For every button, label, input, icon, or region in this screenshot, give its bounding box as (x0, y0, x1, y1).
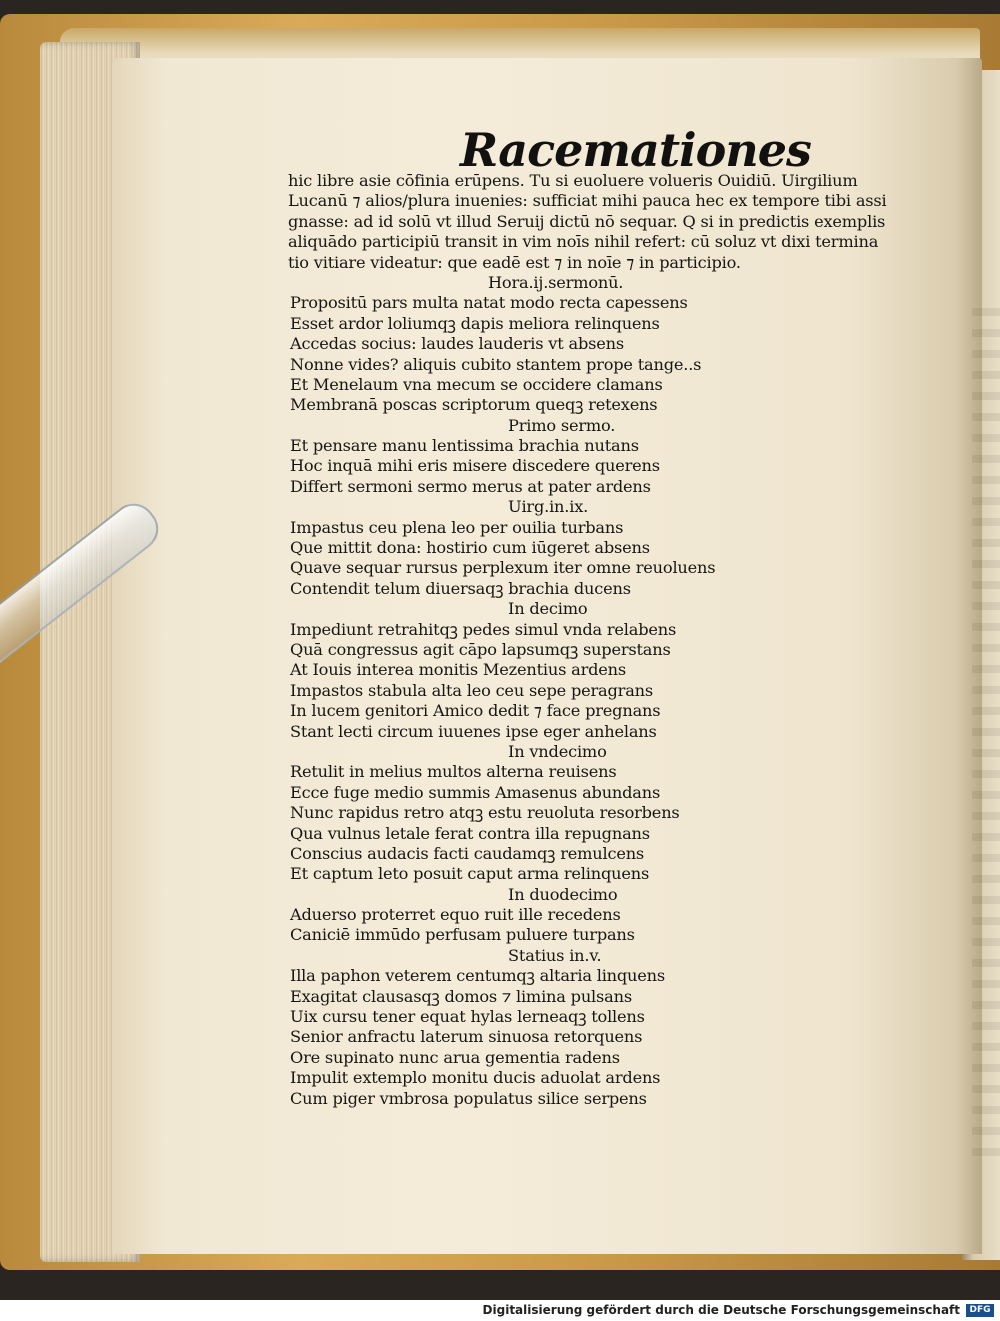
prose-line: tio vitiare videatur: que eadē est ⁊ in noīe ⁊ in participio. (288, 252, 741, 272)
verse-line: Membranā poscas scriptorum queqꝫ retexens (290, 395, 658, 415)
prose-line: Lucanū ⁊ alios/plura inuenies: sufficiat mihi pauca hec ex tempore tibi assi (288, 191, 887, 211)
dfg-logo: DFG (966, 1304, 994, 1317)
verse-line: Differt sermoni sermo merus at pater ardens (290, 476, 651, 496)
verse-line: Et pensare manu lentissima brachia nutans (290, 436, 639, 456)
verse-line: Quave sequar rursus perplexum iter omne reuoluens (290, 558, 716, 578)
section-heading: Statius in.v. (508, 945, 602, 965)
verse-line: Hoc inquā mihi eris misere discedere querens (290, 456, 660, 476)
verse-line: Uix cursu tener equat hylas lerneaqꝫ tollens (290, 1007, 645, 1027)
verse-line: Retulit in melius multos alterna reuisens (290, 762, 617, 782)
verse-line: Ecce fuge medio summis Amasenus abundans (290, 782, 661, 802)
section-heading: In decimo (508, 599, 588, 619)
page-title: Racemationes (460, 123, 811, 177)
footer-bar (0, 1300, 1000, 1321)
show-through-text (972, 308, 1000, 1168)
section-heading: Uirg.in.ix. (508, 497, 589, 517)
verse-line: Qua vulnus letale ferat contra illa repugnans (290, 823, 650, 843)
verse-line: In lucem genitori Amico dedit ⁊ face pregnans (290, 701, 661, 721)
verse-line: Aduerso proterret equo ruit ille recedens (290, 905, 621, 925)
verse-line: Caniciē immūdo perfusam puluere turpans (290, 925, 635, 945)
verse-line: Esset ardor loliumqꝫ dapis meliora relinquens (290, 313, 660, 333)
prose-line: aliquādo participiū transit in vim noīs nihil refert: cū soluz vt dixi termina (288, 232, 879, 252)
verse-line: Impulit extemplo monitu ducis aduolat ardens (290, 1068, 661, 1088)
verse-line: Impediunt retrahitqꝫ pedes simul vnda relabens (290, 619, 677, 639)
verse-line: Stant lecti circum iuuenes ipse eger anhelans (290, 721, 657, 741)
section-heading: In duodecimo (508, 884, 618, 904)
prose-line: gnasse: ad id solū vt illud Seruij dictū nō sequar. Q si in predictis exemplis (288, 211, 886, 231)
verse-line: Propositū pars multa natat modo recta capessens (290, 293, 688, 313)
prose-line: hic libre asie cōfinia erūpens. Tu si euoluere volueris Ouidiū. Uirgilium (288, 171, 858, 190)
verse-line: Et captum leto posuit caput arma relinquens (290, 864, 650, 884)
section-heading: Primo sermo. (508, 415, 616, 435)
verse-line: Ore supinato nunc arua gementia radens (290, 1047, 620, 1067)
verse-line: At Iouis interea monitis Mezentius ardens (290, 660, 626, 680)
section-heading: In vndecimo (508, 741, 607, 761)
verse-line: Illa paphon veterem centumqꝫ altaria linquens (290, 966, 665, 986)
verse-line: Exagitat clausasqꝫ domos ⁊ limina pulsans (290, 986, 632, 1006)
verse-line: Senior anfractu laterum sinuosa retorquens (290, 1027, 643, 1047)
verse-line: Nonne vides? aliquis cubito stantem prope tange..s (290, 354, 702, 374)
verse-line: Impastus ceu plena leo per ouilia turbans (290, 517, 624, 537)
verse-line: Nunc rapidus retro atqꝫ estu reuoluta resorbens (290, 803, 680, 823)
verse-line: Que mittit dona: hostirio cum iūgeret absens (290, 538, 650, 558)
page-text (288, 171, 928, 1109)
digitization-note: Digitalisierung gefördert durch die Deutsche Forschungsgemeinschaft (482, 1303, 960, 1317)
verse-line: Et Menelaum vna mecum se occidere clamans (290, 374, 663, 394)
verse-line: Quā congressus agit cāpo lapsumqꝫ superstans (290, 639, 671, 659)
verse-line: Cum piger vmbrosa populatus silice serpens (290, 1088, 647, 1108)
section-heading: Hora.ij.sermonū. (488, 272, 624, 292)
verse-line: Contendit telum diuersaqꝫ brachia ducens (290, 578, 631, 598)
verse-line: Impastos stabula alta leo ceu sepe peragrans (290, 680, 653, 700)
verse-line: Conscius audacis facti caudamqꝫ remulcens (290, 843, 645, 863)
verse-line: Accedas socius: laudes lauderis vt absens (290, 334, 624, 354)
